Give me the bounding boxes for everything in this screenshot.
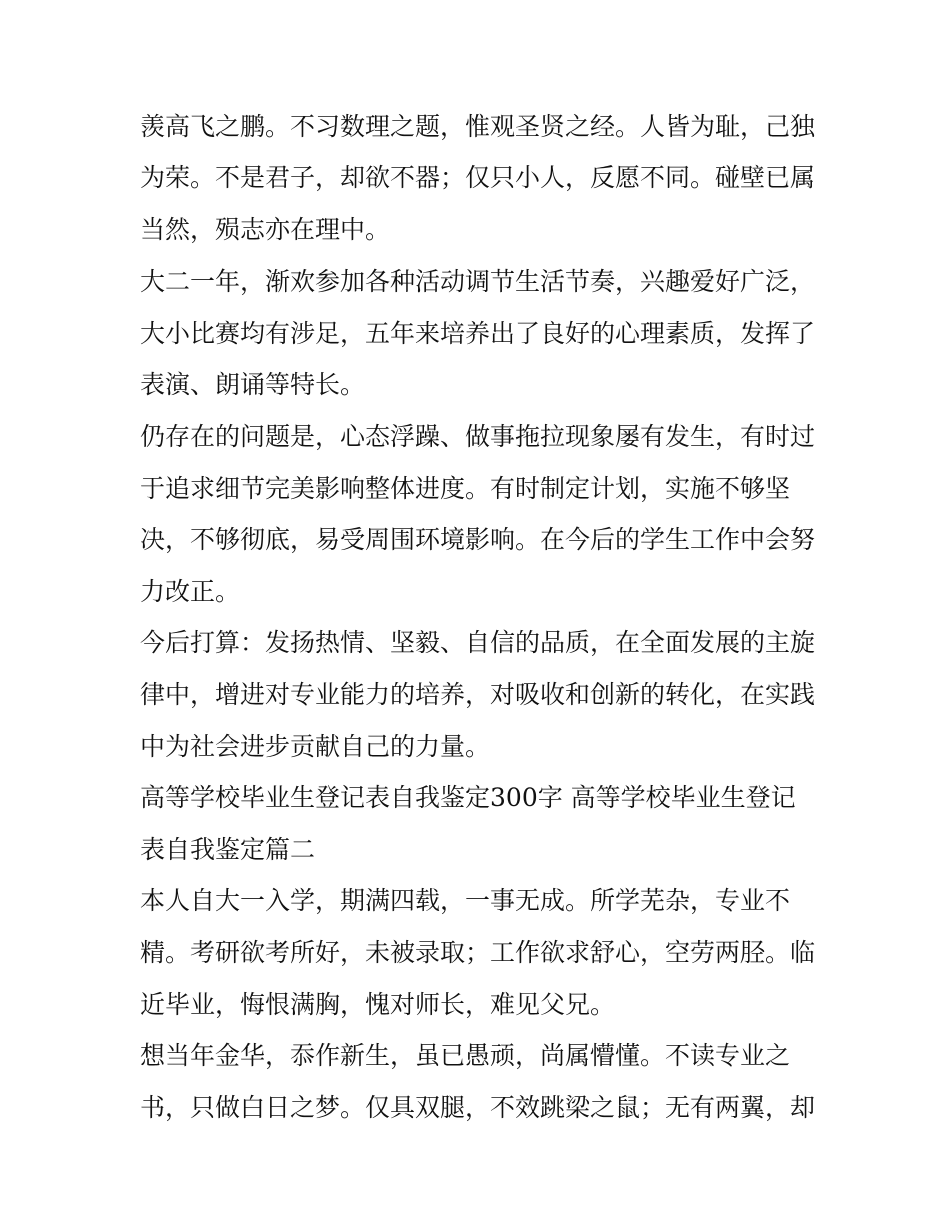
text-line: 今后打算：发扬热情、坚毅、自信的品质，在全面发展的主旋 <box>140 628 816 657</box>
text-line: 近毕业，悔恨满胸，愧对师长，难见父兄。 <box>140 990 616 1019</box>
text-line: 中为社会进步贡献自己的力量。 <box>140 732 491 761</box>
text-line: 表自我鉴定篇二 <box>140 835 316 864</box>
text-line: 力改正。 <box>140 577 241 606</box>
text-line: 律中，增进对专业能力的培养，对吸收和创新的转化，在实践 <box>140 680 816 709</box>
text-line: 羡高飞之鹏。不习数理之题，惟观圣贤之经。人皆为耻，己独 <box>140 112 816 141</box>
text-line: 当然，殒志亦在理中。 <box>140 215 391 244</box>
text-line: 精。考研欲考所好，未被录取；工作欲求舒心，空劳两胫。临 <box>140 938 816 967</box>
text-line: 决，不够彻底，易受周围环境影响。在今后的学生工作中会努 <box>140 525 816 554</box>
text-line: 书，只做白日之梦。仅具双腿，不效跳梁之鼠；无有两翼，却 <box>140 1093 816 1122</box>
text-line: 高等学校毕业生登记表自我鉴定300字 高等学校毕业生登记 <box>140 783 796 812</box>
text-line: 大小比赛均有涉足，五年来培养出了良好的心理素质，发挥了 <box>140 319 816 348</box>
text-line: 想当年金华，忝作新生，虽已愚顽，尚属懵懂。不读专业之 <box>140 1041 791 1070</box>
text-line: 为荣。不是君子，却欲不器；仅只小人，反愿不同。碰壁已属 <box>140 163 816 192</box>
text-line: 于追求细节完美影响整体进度。有时制定计划，实施不够坚 <box>140 474 791 503</box>
text-line: 大二一年，渐欢参加各种活动调节生活节奏，兴趣爱好广泛， <box>140 267 816 296</box>
text-line: 本人自大一入学，期满四载，一事无成。所学芜杂，专业不 <box>140 886 791 915</box>
text-line: 仍存在的问题是，心态浮躁、做事拖拉现象屡有发生，有时过 <box>140 422 816 451</box>
text-line: 表演、朗诵等特长。 <box>140 370 366 399</box>
